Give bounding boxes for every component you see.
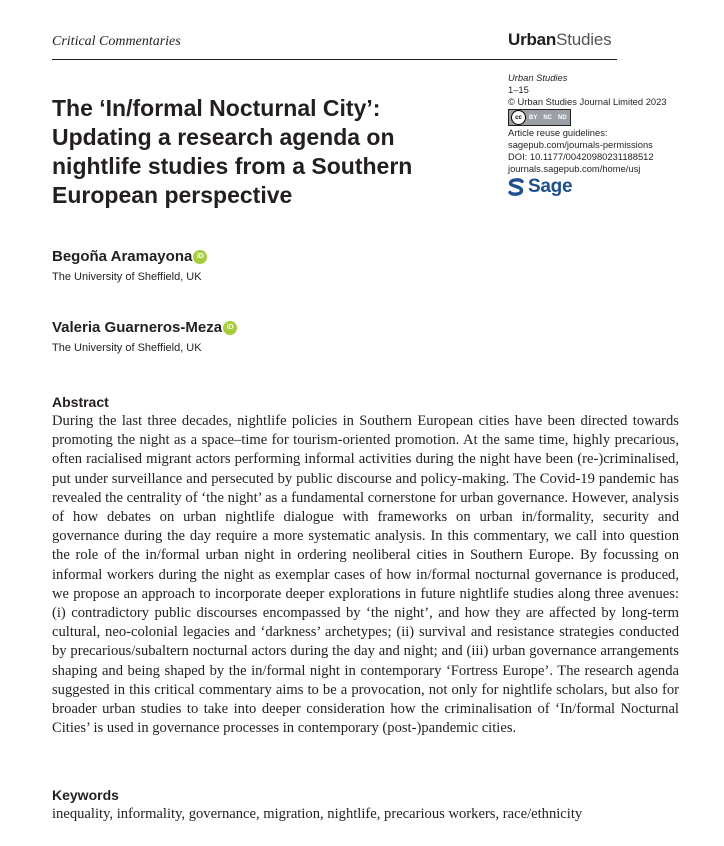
journal-logo-light: Studies	[556, 30, 612, 49]
cc-by-label: BY	[529, 114, 538, 121]
journal-logo	[508, 30, 611, 50]
section-label: Critical Commentaries	[52, 34, 181, 49]
keywords-heading: Keywords	[52, 787, 119, 803]
cc-license-badge[interactable]	[508, 109, 571, 126]
author-affiliation: The University of Sheffield, UK	[52, 271, 202, 283]
abstract-text: During the last three decades, nightlife policies in Southern European cities have been directed towards promoting the night as a space–time for tourism-oriented promotion. At the same time, highly precarious, often racialised migrant actors performing informal activities during the night have been (re-)criminalised, put under surveillance and persecuted by public discourse and policy-making. The Covid-19 pandemic has revealed the centrality of ‘the night’ as a fundamental cornerstone for urban governance. However, analysis of how debates on urban nightlife dialogue with frameworks on urban in/formality, security and governance during the day require a more systematic analysis. In this commentary, we call into question the role of the in/formal urban night in ordering neoliberal cities in Southern Europe. By focussing on informal workers during the night as exemplar cases of how in/formal nocturnal governance is produced, we propose an approach to incorporate deeper explorations in future nightlife studies along three avenues: (i) contradictory public discourses encompassed by ‘the night’, and how they are affected by long-term cultural, neo-colonial legacies and ‘darkness’ archetypes; (ii) survival and resistance strategies conducted by precarious/subaltern nocturnal actors during the day and night; and (iii) urban governance arrangements shaping and being shaped by the in/formal night in contemporary ‘Fortress Europe’. The research agenda suggested in this critical commentary aims to be a provocation, not only for nightlife scholars, but also for broader urban studies to take into deeper consideration how the criminalisation of ‘In/formal Nocturnal Cities’ is used in governance processes in contemporary (post-)pandemic cities.	[52, 413, 679, 737]
cc-icon: cc	[511, 110, 526, 125]
author-1	[52, 248, 207, 265]
keywords-text: inequality, informality, governance, migration, nightlife, precarious workers, race/ethnicity	[52, 806, 583, 822]
copyright: © Urban Studies Journal Limited 2023	[508, 96, 667, 107]
journal-url[interactable]: journals.sagepub.com/home/usj	[508, 163, 641, 174]
reuse-link[interactable]: sagepub.com/journals-permissions	[508, 139, 653, 150]
article-title: The ‘In/formal Nocturnal City’: Updating a research agenda on nightlife studies from a Southern European perspective	[52, 95, 413, 208]
cc-nc-label: NC	[543, 114, 553, 121]
sage-s-icon	[508, 178, 524, 196]
author-affiliation: The University of Sheffield, UK	[52, 342, 202, 354]
cc-nd-label: ND	[558, 114, 567, 121]
reuse-label: Article reuse guidelines:	[508, 127, 608, 138]
journal-name: Urban Studies	[508, 72, 568, 83]
header-divider	[52, 59, 617, 60]
abstract-heading: Abstract	[52, 394, 109, 410]
publisher-name: Sage	[528, 176, 573, 197]
sage-logo[interactable]	[508, 178, 667, 196]
author-2	[52, 319, 237, 336]
page-range: 1–15	[508, 84, 529, 95]
doi[interactable]: DOI: 10.1177/00420980231188512	[508, 151, 654, 162]
journal-logo-bold: Urban	[508, 30, 557, 49]
orcid-icon[interactable]: iD	[193, 250, 207, 264]
author-name: Valeria Guarneros-Meza	[52, 319, 223, 336]
article-metadata	[508, 72, 667, 196]
author-name: Begoña Aramayona	[52, 248, 193, 265]
orcid-icon[interactable]: iD	[223, 321, 237, 335]
